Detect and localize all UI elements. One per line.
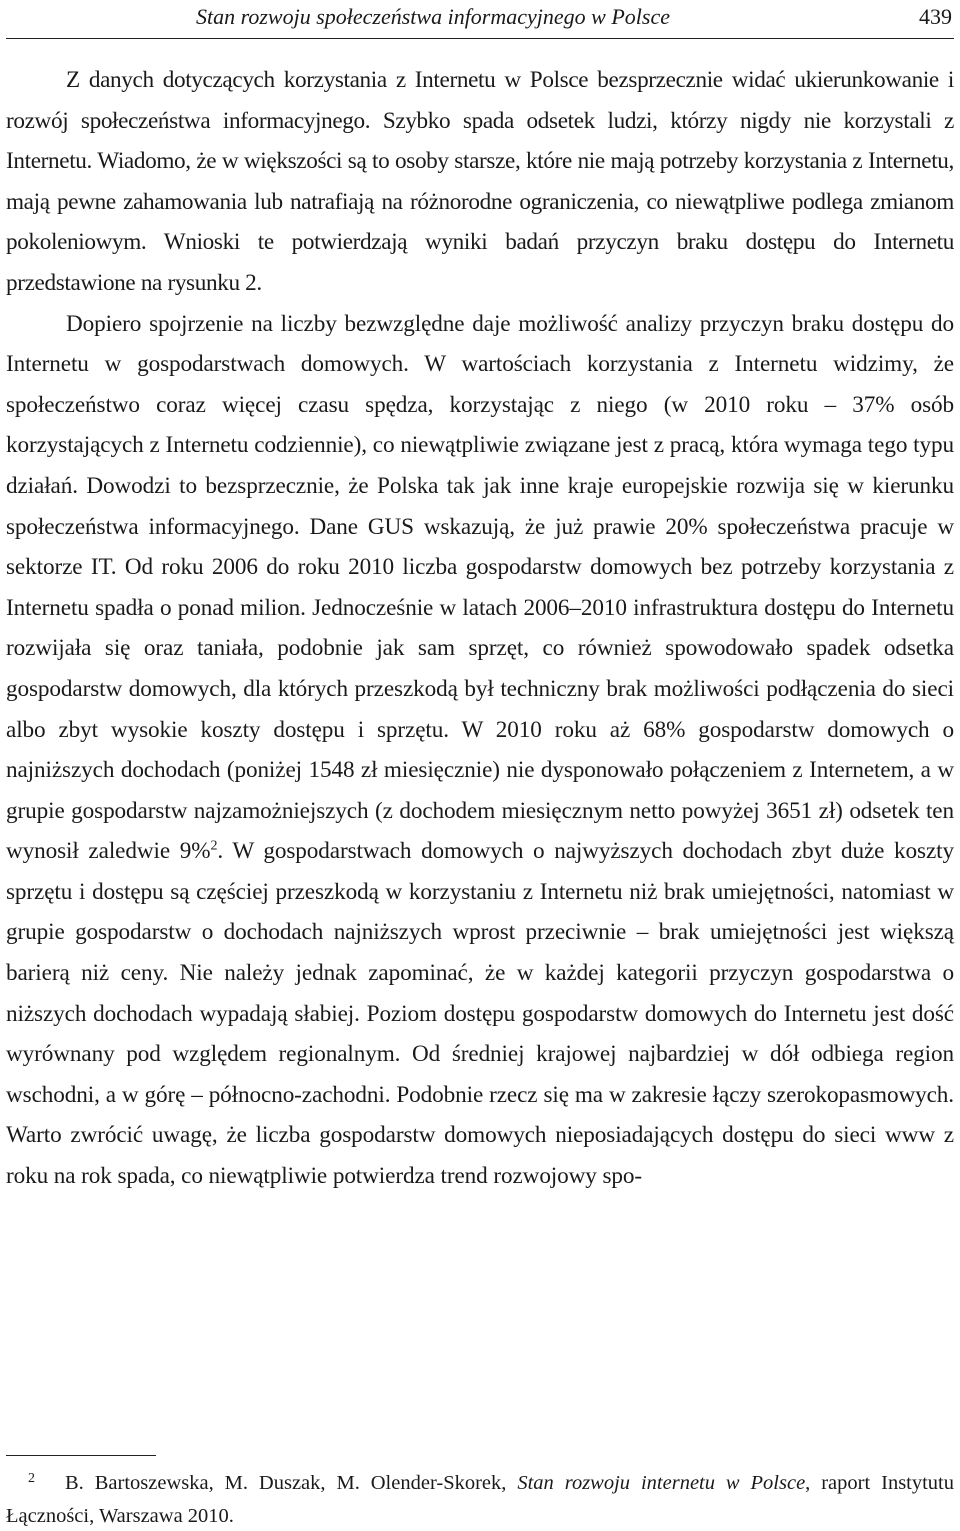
paragraph-2-text-a: Dopiero spojrzenie na liczby bezwzględne daje możliwość analizy przyczyn braku dostępu do Internetu w gospodarstwach domowych. W wartościach korzystania z Internetu widzimy, że społeczeństwo coraz więcej czasu spędza, korzystając z niego (w 2010 roku – 37% osób korzystających z Internetu codziennie), co niewątpliwie związane jest z pracą, która wymaga tego typu działań. Dowodzi to bezsprzecznie, że Polska tak jak inne kraje europejskie rozwija się w kierunku społeczeństwa informacyjnego. Dane GUS wskazują, że już prawie 20% społeczeństwa pracuje w sektorze IT. Od roku 2006 do roku 2010 liczba gospodarstw domowych bez potrzeby korzystania z Internetu spadła o ponad milion. Jednocześnie w latach 2006–2010 infrastruktura dostępu do Internetu rozwijała się oraz taniała, podobnie jak sam sprzęt, co również spowodowało spadek odsetka gospodarstw domowych, dla których przeszkodą był techniczny brak możliwości podłączenia do sieci albo zbyt wysokie koszty dostępu i sprzętu. W 2010 roku aż 68% gospodarstw domowych o najniższych dochodach (poniżej 1548 zł miesięcznie) nie dysponowało połączeniem z Internetem, a w grupie gospodarstw najzamożniejszych (z dochodem miesięcznym netto powyżej 3651 zł) odsetek ten wynosił zaledwie 9%: [6, 310, 954, 865]
body-text: [6, 60, 954, 1197]
footnote-rest: , raport Instytutu Łączności, Warszawa 2010.: [6, 1472, 955, 1527]
footnote-title: Stan rozwoju internetu w Polsce: [517, 1472, 806, 1494]
paragraph-2-text-b: . W gospodarstwach domowych o najwyższych dochodach zbyt duże koszty sprzętu i dostępu są częściej przeszkodą w korzystaniu z Internetu niż brak umiejętności, natomiast w grupie gospodarstw o dochodach najniższych wprost przeciwnie – brak umiejętności jest większą barierą niż ceny. Nie należy jednak zapominać, że w każdej kategorii przyczyn gospodarstwa o niższych dochodach wypadają słabiej. Poziom dostępu gospodarstw domowych do Internetu jest dość wyrównany pod względem regionalnym. Od średniej krajowej najbardziej w dół odbiega region wschodni, a w górę – północno-zachodni. Podobnie rzecz się ma w zakresie łączy szerokopasmowych. Warto zwrócić uwagę, że liczba gospodarstw domowych nieposiadających dostępu do sieci www z roku na rok spada, co niewątpliwie potwierdza trend rozwojowy spo-: [6, 838, 954, 1190]
running-header: [6, 0, 954, 39]
footnote-number: 2: [28, 1471, 35, 1486]
footnote-separator: [6, 1455, 156, 1456]
paragraph-1: Z danych dotyczących korzystania z Internetu w Polsce bezsprzecznie widać ukierunkowanie i rozwój społeczeństwa informacyjnego. Szybko spada odsetek ludzi, którzy nigdy nie korzystali z Internetu. Wiadomo, że w większości są to osoby starsze, które nie mają potrzeby korzystania z Internetu, mają pewne zahamowania lub natrafiają na różnorodne ograniczenia, co niewątpliwe podlega zmianom pokoleniowym. Wnioski te potwierdzają wyniki badań przyczyn braku dostępu do Internetu przedstawione na rysunku 2.: [6, 67, 954, 296]
footnote-authors: B. Bartoszewska, M. Duszak, M. Olender-Skorek,: [65, 1472, 518, 1494]
running-title: Stan rozwoju społeczeństwa informacyjnego w Polsce: [196, 4, 670, 29]
footnote: [6, 1468, 954, 1531]
paragraph-2: [6, 304, 954, 1197]
page-number: 439: [919, 4, 952, 29]
footnote-reference[interactable]: 2: [210, 838, 218, 854]
